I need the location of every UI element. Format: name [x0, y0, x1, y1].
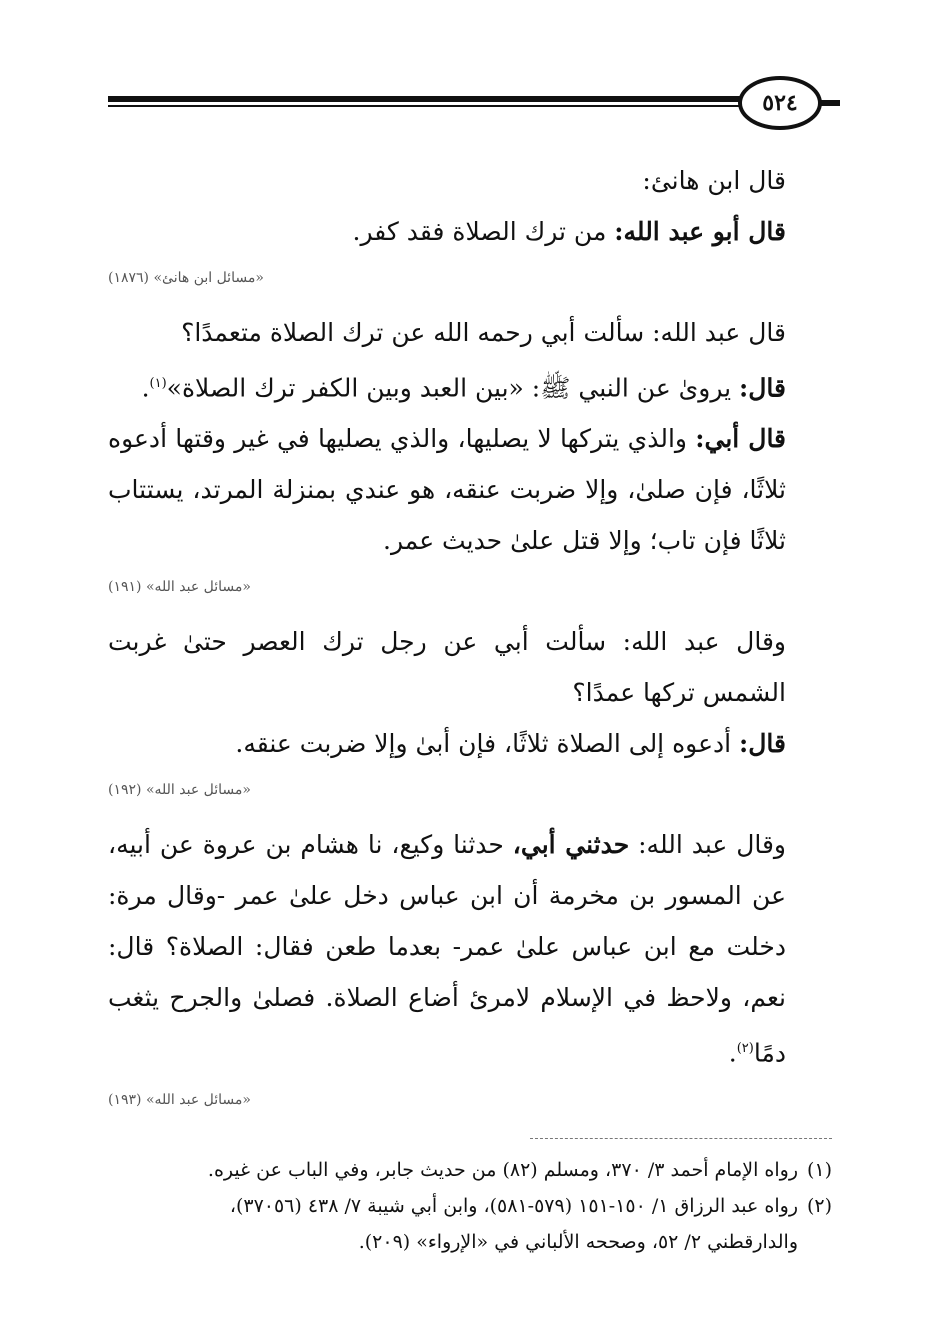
paragraph: قال أبي: والذي يتركها لا يصليها، والذي يصليها في غير وقتها أدعوه ثلاثًا، فإن صلىٰ، وإلا ضربت عنقه، هو عندي بمنزلة المرتد، يستتاب ثلاثًا فإن تاب؛ وإلا قتل علىٰ حديث عمر. [108, 424, 787, 556]
paragraph: وقال عبد الله: حدثني أبي، حدثنا وكيع، نا هشام بن عروة عن أبيه، عن المسور بن مخرمة أن ابن عباس دخل علىٰ عمر -وقال مرة: دخلت مع ابن عباس علىٰ عمر- بعدما طعن فقال: الصلاة؟ قال: نعم، ولاحظ في الإسلام لامرئ أضاع الصلاة. فصلىٰ والجرح يثغب دمًا$^{(٢)}$. [108, 830, 786, 1068]
footnote-continuation: والدارقطني ٢/ ٥٢، وصححه الألباني في «الإرواء» (٢٠٩). [358, 1231, 798, 1253]
text-line: قال: أدعوه إلى الصلاة ثلاثًا، فإن أبىٰ وإلا ضربت عنقه. [235, 729, 786, 759]
footnote-ref: (١) [149, 376, 167, 391]
text-line: قال عبد الله: سألت أبي رحمه الله عن ترك الصلاة متعمدًا؟ [181, 318, 786, 347]
text-line: قال أبو عبد الله: من ترك الصلاة فقد كفر. [352, 217, 786, 246]
paragraph: وقال عبد الله: سألت أبي عن رجل ترك العصر حتىٰ غربت الشمس تركها عمدًا؟ [108, 627, 786, 708]
footnotes [108, 1152, 832, 1260]
source-citation: «مسائل عبد الله» (١٩٣) [108, 1091, 251, 1108]
source-citation: «مسائل ابن هانئ» (١٨٧٦) [108, 270, 264, 286]
footnote: (٢)رواه عبد الرزاق ١/ ١٥٠-١٥١ (٥٧٩-٥٨١)، وابن أبي شيبة ٧/ ٤٣٨ (٣٧٠٥٦)، [229, 1195, 832, 1217]
footnote-separator [530, 1138, 832, 1139]
footnote: (١)رواه الإمام أحمد ٣/ ٣٧٠، ومسلم (٨٢) من حديث جابر، وفي الباب عن غيره. [207, 1159, 832, 1181]
header-rule [108, 96, 748, 110]
page-body [108, 155, 832, 1129]
footnote-ref: (٢) [736, 1041, 754, 1057]
text-line: قال ابن هانئ: [642, 166, 786, 195]
page-number-badge [738, 76, 822, 130]
text-line: قال: يروىٰ عن النبي ﷺ: «بين العبد وبين الكفر ترك الصلاة»$^{(١)}$. [141, 373, 786, 403]
source-citation: «مسائل عبد الله» (١٩٢) [108, 782, 251, 799]
page-number: ٥٢٤ [762, 90, 798, 116]
source-citation: «مسائل عبد الله» (١٩١) [108, 579, 251, 596]
